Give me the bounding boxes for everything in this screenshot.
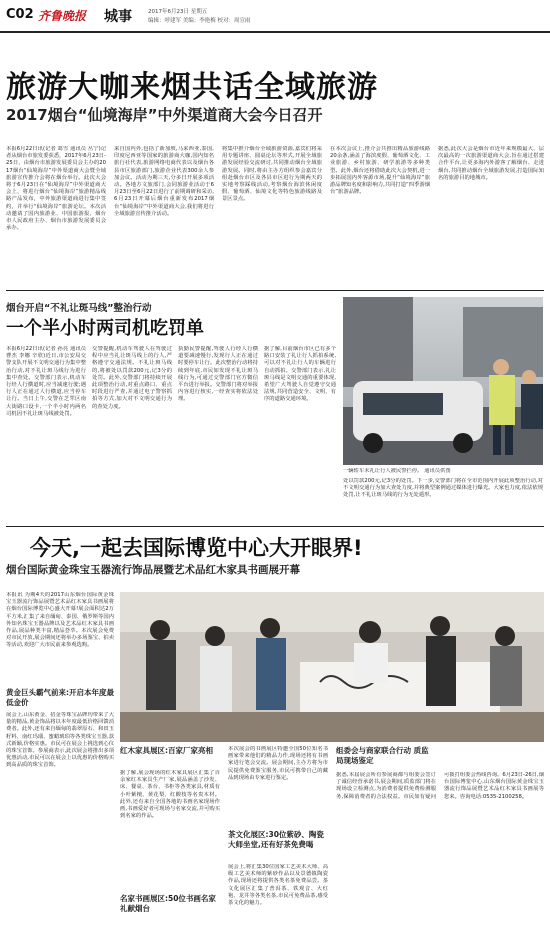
story3-col-5: 据悉,本届展会所有参展商都与组委会签订了诚信经营承诺书,展会期间,质监部门将在现场设立检测点,为消费者提供免费检测服务,保障消费者的合法权益。市民如有疑问可拨打组委会热线咨询。6月23日-26日,烟台国际博览中心,山东烟台国际黄金珠宝玉器流行饰品展暨艺术品红木家具书画展等您来。咨询电话:0535-2100258。 — [336, 772, 544, 800]
divider-1 — [6, 290, 544, 291]
paper-logo: 齐鲁晚报 — [38, 9, 87, 23]
story3-section-calligraphy: 名家书画展区:50位书画名家礼献烟台 — [120, 894, 216, 913]
story3-section-tea: 茶文化展区:30位紫砂、陶瓷大师坐堂,还有好茶免费喝 — [228, 830, 324, 849]
story3-section-gold: 黄金巨头霸气前来:开启本年度最低金价 — [6, 688, 114, 707]
story3-col-3: 本次展会的书画展区特邀全国50位知名书画家带来他们的精品力作,现场还将有书画家进行笔会交流。展会期间,主办方将为市民提供免费鉴宝服务,市民可携带自己的藏品到现场由专家进行鉴定。 — [228, 746, 328, 781]
story3-section-furniture: 红木家具展区:百家厂家亮相 — [120, 746, 213, 755]
masthead — [0, 0, 550, 30]
masthead-editors: 编辑：呼建军 美编：李艳梅 校对：周宣雨 — [148, 18, 251, 24]
story2-photo-caption: 一辆轿车未礼让行人被民警拦停。 通讯员供图 — [343, 468, 451, 474]
story2-right-col: 处以罚款200元,记3分的处罚。下一步,交警部门将在全市范围内开展此项整治行动,对不文明交通行为加大查处力度,并将典型案例通过媒体进行曝光。大家也力度,依法依规处罚,让不礼让斑马线的行为无处遁形。 — [343, 478, 543, 499]
story1-col-5: 据悉,此次大会是烟台市近年来规模最大、层次最高的一次旅游渠道商大会,旨在通过搭建合作平台,让更多海内外游客了解烟台、走进烟台,共同推动烟台全域旅游发展,打造国际知名的旅游目的地城市。 — [438, 146, 544, 181]
story3-col-4: 展会上,将汇集30位国家工艺美术大师、高级工艺美术师的紫砂作品以及景德镇陶瓷作品,现场还将提供各类名茶免费品尝。茶文化展区汇集了普洱茶、铁观音、大红袍、龙井等各类名茶,市民可免费品茶,感受茶文化的魅力。 — [228, 864, 328, 907]
story3-col-2: 据了解,展会现场的红木家具展区汇集了百余家红木家具生产厂家,展品涵盖了沙发、床、餐桌、茶台、书柜等各类家具,材质有小叶紫檀、黄花梨、红酸枝等名贵木材。此外,还有来自全国各地的书画名家现场作画,书画爱好者可现场与名家交流,并可购买到名家的作品。 — [120, 770, 220, 820]
story1-col-4: 在本次会议上,推介会共推出精品旅游线路20余条,涵盖了海滨度假、葡萄酒文化、工业旅游、乡村旅游、研学旅游等多种类型。此外,烟台还将借助此次大会契机,进一步拓展国内外客源市场,提升“仙境海岸”旅游品牌知名度和影响力,共同打造“四季游烟台”旅游品牌。 — [330, 146, 430, 196]
story2-headline: 一个半小时两司机吃罚单 — [6, 318, 204, 339]
traffic-police-photo — [343, 297, 543, 465]
story2-col-2: 交警提醒,机动车驾驶人在驾驶过程中应当礼让斑马线上的行人,严格遵守交通法规。不礼让斑马线的,将被处以罚款200元,记3分的处罚。此外,交警部门将持续开展此项整治行动,对重点路口、重点时段进行严查,并通过电子警察抓拍等方式,加大对不文明交通行为的查处力度。 — [92, 346, 172, 410]
story3-subhead: 烟台国际黄金珠宝玉器流行饰品展暨艺术品红木家具书画展开幕 — [6, 564, 300, 576]
story2-col-4: 据了解,目前烟台市区已有多个路口安装了礼让行人抓拍系统,可以对不礼让行人的车辆进行自动抓拍。交警部门表示,礼让斑马线是文明交通的重要体现,希望广大驾驶人自觉遵守交通法规,共同营造安全、文明、有序的道路交通环境。 — [264, 346, 336, 403]
divider-2 — [6, 526, 544, 527]
masthead-rule — [0, 31, 550, 33]
story1-col-1: 本报6月22日讯(记者 葛雪 通讯员 丛宁)记者从烟台市旅发委获悉，2017年6月23日-25日，由烟台市旅游发展委员会主办的2017烟台“仙境海岸”中外渠道商大会暨全域旅游宣传推介会将在烟台举行。此次大会将于6月23日在“仙境海岸”中外渠道商大会上，将进行烟台“仙境海岸”旅游精品线路产品发布，中外旅游渠道商进行集中签约，并举行“仙境海岸”旅游论坛。本次活动邀请了国内旅游业、中国旅游报、烟台市人民政府主办、烟台市旅游发展委员会承办。 — [6, 146, 106, 232]
story2-col-1: 本报6月22日讯(记者 孙亮 通讯员 曹杰 李娜 辛欣)近日,市公安局交警支队开展不文明交通行为集中整治行动,对不礼让斑马线行为进行集中查处。交警部门表示,机动车行经人行横道时,应当减速行驶;遇行人正在通过人行横道,应当停车让行。当日上午,交警在芝罘区南大街路口设卡,一个半小时内两名司机因不礼让斑马线被处罚。 — [6, 346, 86, 417]
story3-col-1: 本报讯 为期4天的2017山东烟台国际黄金珠宝玉器流行饰品展暨艺术品红木家具书画展将在烟台国际博览中心盛大开幕!展会面积达2万平方米,汇集了来自缅甸、泰国、俄罗斯等国内外知名珠宝玉器品牌以及艺术品红木家具书画作品,展品种类丰富,精品荟萃。本次展会免费对市民开放,展会期间还将举办多场鉴宝、拍卖等活动,欢迎广大市民前来参观选购。 — [6, 592, 114, 649]
story1-col-3: 将集中推介烟台全域旅游资源,嘉宾们将采用专题讲座、圆桌论坛等形式,开展全域旅游发展经验交流研讨,共同推动烟台全域旅游发展。同时,将由主办方组织参会嘉宾分组赴烟台市区及各县市区进行为期两天的实地考察踩线活动,考察烟台海滨休闲度假、葡萄酒、仙境文化等特色旅游线路及景区景点。 — [222, 146, 322, 203]
masthead-date: 2017年6月23日 星期五 — [148, 9, 208, 15]
story2-kicker: 烟台开启“不礼让斑马线”整治行动 — [6, 303, 152, 314]
story1-col-2: 来自国内外,包括了新加坡,马来西亚,泰国,印度尼西亚等国家的旅游商大咖,国内知名旅行社代表,旅游网络电商代表以及烟台各县市区旅游部门,旅游企业代表300余人参加会议。活动为期三天,分多日开展多项活动。各地方文旅部门,会同旅游业活动于6月23日至6月22日进行了前期调研和采访,6月23日开幕后烟台重新发布2017烟台“仙境海岸”中外渠道商大会,我们将进行全域旅游宣传推介活动。 — [114, 146, 214, 217]
story2-col-3: 执勤民警提醒,驾驶人行经人行横道要减速慢行,发现行人正在通过时要停车让行。此次整治行动将持续到年底,市民如发现不礼让斑马线行为,可通过交警部门官方微信平台进行举报。交警部门将对举报内容进行核实,一经查实将依法处理。 — [178, 346, 258, 403]
story1-subhead: 2017烟台“仙境海岸”中外渠道商大会今日召开 — [6, 106, 323, 124]
story3-col-1b: 展会上,山东黄金、招金等珠宝品牌均带来了大量的精品,黄金饰品将以本年度最低价格回馈消费者。此外,还有来自缅甸的翡翠原石、和田玉籽料、南红玛瑙、蜜蜡琥珀等各类珠宝玉器,款式新颖,价格实惠。市民可在展会上挑选到心仪的珠宝首饰。参展商表示,此次展会将推出多项优惠活动,市民可以在展会上以优惠的价格购买到高品质的珠宝首饰。 — [6, 712, 114, 769]
story3-section-inspection: 组委会与商家联合行动 质监局现场鉴定 — [336, 746, 429, 765]
exhibition-photo — [120, 592, 544, 742]
story3-headline: 今天,一起去国际博览中心大开眼界! — [30, 536, 363, 560]
story1-headline: 旅游大咖来烟共话全域旅游 — [6, 70, 378, 105]
section-name: 城事 — [104, 9, 132, 25]
page-number: C02 — [6, 7, 34, 22]
